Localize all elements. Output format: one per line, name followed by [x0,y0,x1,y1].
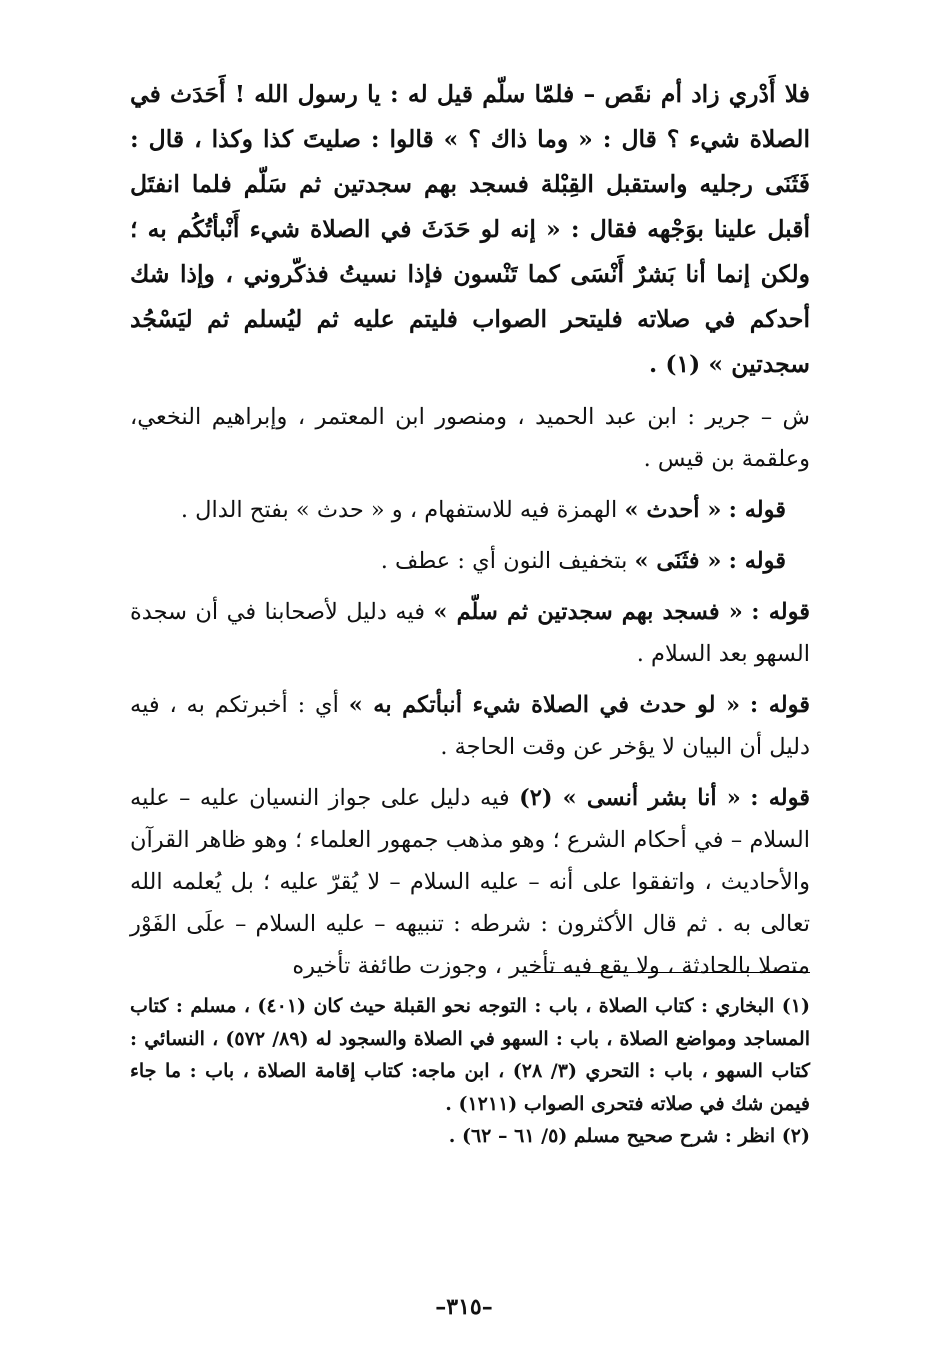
paragraph-text: أي : أخبرتكم به ، فيه دليل أن البيان لا يؤخر عن وقت الحاجة . [130,692,810,760]
qawl-label: قوله : [728,497,786,523]
paragraph-text: ش – جرير : ابن عبد الحميد ، ومنصور ابن المعتمر ، وإبراهيم النخعي، وعلقمة بن قيس . [130,404,810,472]
qawl-label: قوله : [750,785,811,811]
commentary-ahdath [130,489,810,531]
commentary-anba [130,684,810,768]
paragraph-text: بتخفيف النون أي : عطف . [380,548,628,574]
paragraph-text: فيه دليل لأصحابنا في أن سجدة السهو بعد السلام . [130,599,810,667]
qawl-label: قوله : [728,548,786,574]
commentary-narrators [130,396,810,480]
quoted-phrase: « لو حدث في الصلاة شيء أنبأتكم به » [348,692,741,718]
quoted-phrase: « أحدث » [624,497,722,523]
footnote-separator [528,972,810,973]
footnote-text: البخاري : كتاب الصلاة ، باب : التوجه نحو القبلة حيث كان (٤٠١) ، مسلم : كتاب المساجد ومواضع الصلاة ، باب : السهو في الصلاة والسجود له (٨٩/ ٥٧٢) ، النسائي : كتاب السهو ، باب : التحري (٣/ ٢٨) ، ابن ماجه: كتاب إقامة الصلاة ، باب : ما جاء فيمن شك في صلاته فتحرى الصواب (١٢١١) . [130,995,810,1115]
footnote-1 [130,990,810,1120]
quoted-phrase: « فسجد بهم سجدتين ثم سلّم » [433,599,743,625]
commentary-nisyan [130,777,810,987]
paragraph-text: فيه دليل على جواز النسيان عليه – عليه السلام – في أحكام الشرع ؛ وهو مذهب جمهور العلماء ؛ وهو ظاهر القرآن والأحاديث ، واتفقوا على أنه – عليه السلام – لا يُقرّ عليه ؛ بل يُعلمه الله تعالى به . ثم قال الأكثرون : شرطه : تنبيهه – عليه السلام – علَى الفَوْر متصلا بالحادثة ، ولا يقع فيه تأخير ، وجوزت طائفة تأخيره [130,785,810,979]
hadith-text: فلا أَدْري زاد أم نقَص – فلمّا سلّم قيل له : يا رسول الله ! أَحَدَث في الصلاة شيء ؟ قال : « وما ذاك ؟ » قالوا : صليتَ كذا وكذا ، قال : فَثَنَى رجليه واستقبل القِبْلة فسجد بهم سجدتين ثم سَلّم فلما انفتَل أقبل علينا بوَجْهه فقال : « إنه لو حَدَثَ في الصلاة شيء أَنْبأتُكُم به ؛ ولكن إنما أنا بَشرٌ أَنْسَى كما تَنْسون فإذا نسيتُ فذكّروني ، وإذا شك أحدكم في صلاته فليتحر الصواب فليتم عليه ثم ليُسلم ثم ليَسْجُد سجدتين » (١) . [130,80,810,378]
page-number: –٣١٥– [435,1294,493,1320]
main-text [130,72,810,987]
paragraph-text: الهمزة فيه للاستفهام ، و « حدث » بفتح الدال . [180,497,618,523]
footnote-number: (٢) [781,1125,810,1147]
footnote-number: (١) [781,995,810,1017]
footnotes [130,990,810,1153]
qawl-label: قوله : [751,599,810,625]
quoted-phrase: « فثَنَى » [634,548,722,574]
quoted-phrase: « أنا بشر أنسى » (٢) [519,785,741,811]
footnote-2 [130,1120,810,1153]
footnote-text: انظر : شرح صحيح مسلم (٥/ ٦١ – ٦٢) . [448,1125,776,1147]
commentary-sujud [130,591,810,675]
commentary-thana [130,540,810,582]
qawl-label: قوله : [749,692,810,718]
